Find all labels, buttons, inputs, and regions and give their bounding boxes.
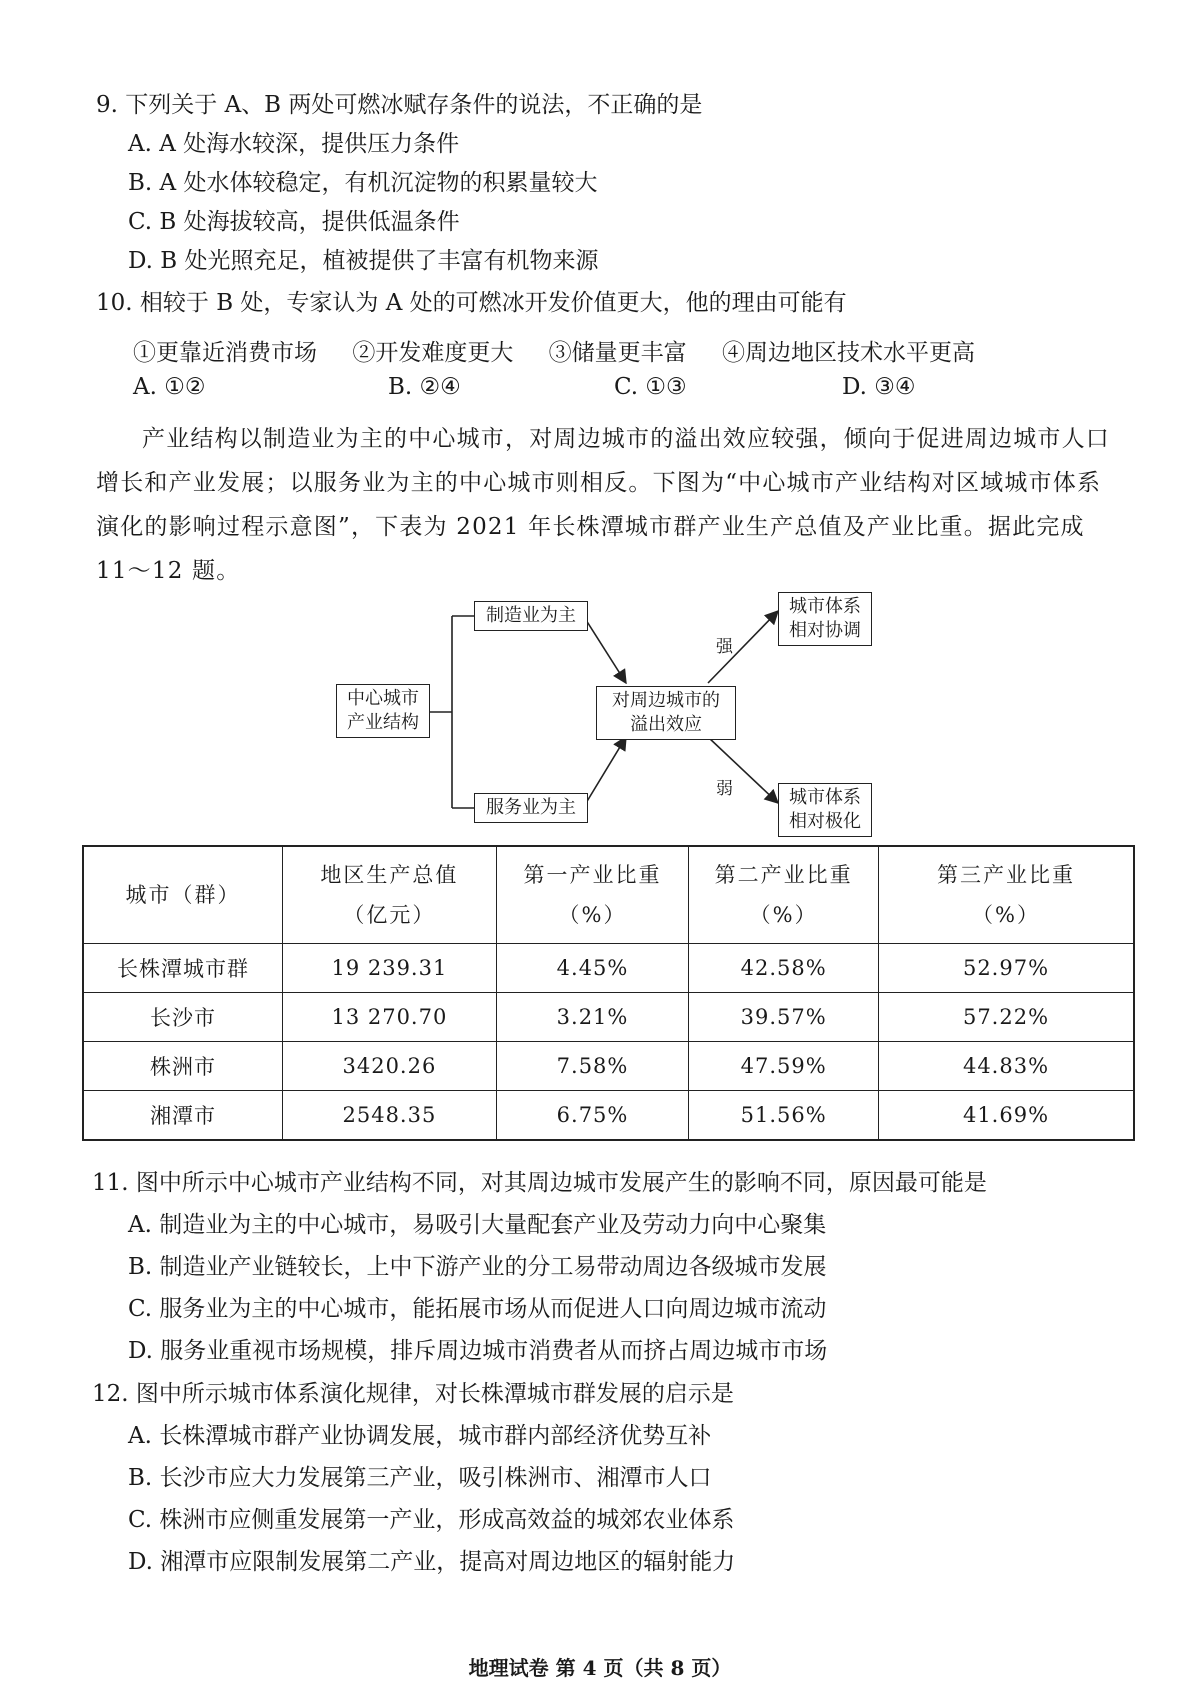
cell-city: 湘潭市 xyxy=(83,1091,283,1141)
center-city-structure-box xyxy=(336,684,430,738)
q10-option-d: D. ③④ xyxy=(842,374,916,400)
q10-item-1: ①更靠近消费市场 xyxy=(133,340,317,366)
q10-item-2: ②开发难度更大 xyxy=(352,340,514,366)
cell-secondary: 51.56% xyxy=(689,1091,879,1141)
strong-label: 强 xyxy=(716,637,733,657)
table-row xyxy=(83,1091,1134,1141)
q9-option-d: D. B 处光照充足，植被提供了丰富有机物来源 xyxy=(128,248,599,274)
cell-gdp: 3420.26 xyxy=(283,1042,497,1091)
passage-line-1: 产业结构以制造业为主的中心城市，对周边城市的溢出效应较强，倾向于促进周边城市人口 xyxy=(142,426,1110,452)
q11-stem: 11. 图中所示中心城市产业结构不同，对其周边城市发展产生的影响不同，原因最可能是 xyxy=(92,1170,987,1196)
cell-gdp: 13 270.70 xyxy=(283,993,497,1042)
q9-option-c: C. B 处海拔较高，提供低温条件 xyxy=(128,209,460,235)
q10-item-3: ③储量更丰富 xyxy=(548,340,687,366)
q9-option-a: A. A 处海水较深，提供压力条件 xyxy=(128,131,460,157)
q11-option-c: C. 服务业为主的中心城市，能拓展市场从而促进人口向周边城市流动 xyxy=(128,1296,827,1322)
coordinated-system-box xyxy=(778,592,872,646)
cell-tertiary: 41.69% xyxy=(879,1091,1135,1141)
table-row xyxy=(83,1042,1134,1091)
center-city-line-2: 产业结构 xyxy=(347,712,419,733)
cell-primary: 4.45% xyxy=(496,944,689,993)
q9-stem: 9. 下列关于 A、B 两处可燃冰赋存条件的说法，不正确的是 xyxy=(96,92,703,118)
spillover-line-2: 溢出效应 xyxy=(630,714,702,735)
q12-option-b: B. 长沙市应大力发展第三产业，吸引株洲市、湘潭市人口 xyxy=(128,1465,712,1491)
manufacturing-box xyxy=(474,601,588,631)
cell-secondary: 47.59% xyxy=(689,1042,879,1091)
polarized-system-box xyxy=(778,783,872,837)
q10-option-b: B. ②④ xyxy=(388,374,461,400)
header-secondary: 第二产业比重 （%） xyxy=(689,846,879,944)
header-gdp: 地区生产总值 （亿元） xyxy=(283,846,497,944)
cell-primary: 7.58% xyxy=(496,1042,689,1091)
cell-gdp: 2548.35 xyxy=(283,1091,497,1141)
table-header-row xyxy=(83,846,1134,944)
cell-tertiary: 57.22% xyxy=(879,993,1135,1042)
service-label: 服务业为主 xyxy=(486,797,576,818)
coordinated-line-2: 相对协调 xyxy=(789,620,861,641)
q11-option-b: B. 制造业产业链较长，上中下游产业的分工易带动周边各级城市发展 xyxy=(128,1254,827,1280)
table-row xyxy=(83,993,1134,1042)
spillover-line-1: 对周边城市的 xyxy=(612,690,720,711)
q11-option-d: D. 服务业重视市场规模，排斥周边城市消费者从而挤占周边城市市场 xyxy=(128,1338,828,1364)
weak-label: 弱 xyxy=(716,779,733,799)
cell-tertiary: 52.97% xyxy=(879,944,1135,993)
q12-option-c: C. 株洲市应侧重发展第一产业，形成高效益的城郊农业体系 xyxy=(128,1507,735,1533)
q12-option-a: A. 长株潭城市群产业协调发展，城市群内部经济优势互补 xyxy=(128,1423,712,1449)
header-primary: 第一产业比重 （%） xyxy=(496,846,689,944)
manufacturing-label: 制造业为主 xyxy=(486,605,576,626)
q10-option-c: C. ①③ xyxy=(614,374,687,400)
cell-secondary: 39.57% xyxy=(689,993,879,1042)
header-tertiary: 第三产业比重 （%） xyxy=(879,846,1135,944)
q12-stem: 12. 图中所示城市体系演化规律，对长株潭城市群发展的启示是 xyxy=(92,1381,734,1407)
passage-line-4: 11～12 题。 xyxy=(96,558,241,584)
passage-line-3: 演化的影响过程示意图”，下表为 2021 年长株潭城市群产业生产总值及产业比重。据此完成 xyxy=(96,514,1085,540)
q12-option-d: D. 湘潭市应限制发展第二产业，提高对周边地区的辐射能力 xyxy=(128,1549,736,1575)
q10-item-4: ④周边地区技术水平更高 xyxy=(721,340,975,366)
cell-primary: 6.75% xyxy=(496,1091,689,1141)
center-city-line-1: 中心城市 xyxy=(347,688,419,709)
cell-secondary: 42.58% xyxy=(689,944,879,993)
polarized-line-1: 城市体系 xyxy=(789,787,861,808)
polarized-line-2: 相对极化 xyxy=(789,811,861,832)
header-city: 城市（群） xyxy=(83,846,283,944)
q10-option-a: A. ①② xyxy=(133,374,206,400)
gdp-industry-table xyxy=(82,845,1135,1141)
passage-line-2: 增长和产业发展；以服务业为主的中心城市则相反。下图为“中心城市产业结构对区域城市体系 xyxy=(96,470,1102,496)
q9-option-b: B. A 处水体较稳定，有机沉淀物的积累量较大 xyxy=(128,170,598,196)
cell-city: 长沙市 xyxy=(83,993,283,1042)
cell-tertiary: 44.83% xyxy=(879,1042,1135,1091)
spillover-effect-box xyxy=(596,686,736,740)
cell-gdp: 19 239.31 xyxy=(283,944,497,993)
cell-city: 株洲市 xyxy=(83,1042,283,1091)
page-footer: 地理试卷 第 4 页（共 8 页） xyxy=(468,1656,732,1680)
q11-option-a: A. 制造业为主的中心城市，易吸引大量配套产业及劳动力向中心聚集 xyxy=(128,1212,827,1238)
cell-primary: 3.21% xyxy=(496,993,689,1042)
cell-city: 长株潭城市群 xyxy=(83,944,283,993)
service-box xyxy=(474,793,588,823)
q10-stem: 10. 相较于 B 处，专家认为 A 处的可燃冰开发价值更大，他的理由可能有 xyxy=(96,290,847,316)
coordinated-line-1: 城市体系 xyxy=(789,596,861,617)
table-row xyxy=(83,944,1134,993)
